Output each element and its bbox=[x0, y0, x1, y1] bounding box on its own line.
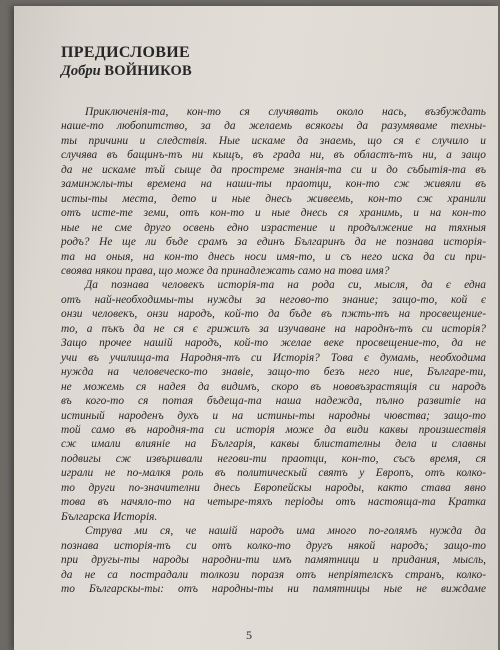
text-line: подвигы сж извършвали негови-ти праотци, кон-то, съсъ время, ся bbox=[61, 452, 486, 465]
text-line: своява някои права, що може да принадлежать само на това имя? bbox=[61, 264, 390, 277]
text-line: не можемь ся надея да видимъ, скоро въ нововъзрастящія си народъ bbox=[61, 380, 486, 393]
chapter-heading: ПРЕДИСЛОВИЕ bbox=[61, 44, 190, 61]
text-line: ты причини и следствія. Ные искаме да знаемь, що ся є случило и bbox=[61, 134, 486, 147]
text-line: Защо прочее нашій народъ, кой-то желае веке просвещение-то, да не bbox=[61, 337, 486, 350]
text-line: да не са пострадали толкози поразя отъ непріятелскъ странъ, колко- bbox=[61, 568, 486, 581]
author-first-name: Добри bbox=[61, 63, 101, 79]
book-page bbox=[14, 6, 498, 650]
text-line: исты-ты места, дето и ные днесь живеемь, кон-то сж хранили bbox=[61, 192, 486, 205]
text-line: Българска Исторія. bbox=[61, 510, 158, 523]
text-line: нужда на человеческо-то знавіе, защо-то безъ него ние, Българе-ти, bbox=[61, 366, 486, 379]
text-line: учи въ училища-та Народня-тъ си Исторія? Това є думамь, необходима bbox=[61, 351, 486, 364]
text-line: играли не по-малкя роль въ политическый святъ у Европъ, отъ колко- bbox=[61, 467, 486, 480]
text-line: наше-то любопитство, за да желаемь всякогы да разумяваме техны- bbox=[61, 120, 486, 133]
text-line: въ кого-то ся потая бъдеща-та наша надежда, пълно развитіе на bbox=[61, 395, 486, 408]
paragraph bbox=[61, 105, 486, 278]
text-line: онзи человекъ, онзи народъ, кой-то да бъде въ пжть-тъ на просвещение- bbox=[61, 308, 486, 321]
page-content bbox=[61, 44, 486, 596]
text-line: Приключенія-та, кон-то ся случявать около нась, възбуждать bbox=[85, 106, 486, 118]
text-line: Да познава человекъ исторія-та на рода си, мысля, да є една bbox=[85, 279, 486, 292]
paragraph bbox=[61, 524, 486, 596]
paragraph bbox=[61, 278, 486, 524]
text-line: той само въ народня-та си исторія може да види каквы произшествія bbox=[61, 423, 486, 436]
text-line: при другы-ты народы народни-ти имъ памятници и придания, мысль, bbox=[61, 554, 486, 567]
text-line: заминжлы-ты времена на наши-ты праотци, кон-то сж живяли въ bbox=[61, 178, 486, 191]
author-line bbox=[61, 63, 486, 80]
author-surname: ВОЙНИКОВ bbox=[104, 63, 192, 79]
text-line: сж имали влияніе на Българія, каквы блистателны дела и славны bbox=[61, 438, 486, 451]
text-line: да не искаме тъй сыще да простреме знанія-та си и до събытія-та въ bbox=[61, 163, 486, 176]
text-line: отъ исте-те земи, отъ кон-то и ные днесь ся хранимь, и на кон-то bbox=[61, 207, 486, 220]
body-text bbox=[61, 105, 486, 596]
text-line: то Българскы-ты: отъ народны-ты ни памятницы ные не виждаме bbox=[61, 582, 486, 595]
text-line: то други по-значителни днесь Европейскы народы, както става явно bbox=[61, 481, 486, 494]
text-line: Струва ми ся, че нашій народъ има много по-голямъ нужда да bbox=[85, 525, 486, 538]
text-line: познава исторія-тъ си отъ колко-то другъ някой народъ; защо-то bbox=[61, 539, 486, 552]
text-line: отъ най-необходимы-ты нужды за негово-то знание; защо-то, кой є bbox=[61, 293, 486, 306]
text-line: това въ начяло-то на четыре-тяхъ періоды отъ настояща-та Кратка bbox=[61, 496, 486, 509]
text-line: та на оныя, на кон-то днесь носи имя-то, и съ него иска да си при- bbox=[61, 250, 486, 263]
text-line: истиный народенъ духъ и на истины-ты народны чювства; защо-то bbox=[61, 409, 486, 422]
text-line: ные не сме друго освень едно израстение и продължение на тяхныя bbox=[61, 221, 486, 234]
text-line: случява въ бащинъ-тъ ни кыщъ, въ града ни, въ областъ-тъ ни, а защо bbox=[61, 149, 486, 162]
text-line: родъ? Не ще ли бъде срамъ за единъ Българинъ да не познава исторія- bbox=[61, 236, 486, 249]
text-line: то, а пъкъ да не ся є грижилъ за изучаване на народнъ-тъ си исторія? bbox=[61, 322, 486, 335]
page-number: 5 bbox=[246, 628, 252, 642]
